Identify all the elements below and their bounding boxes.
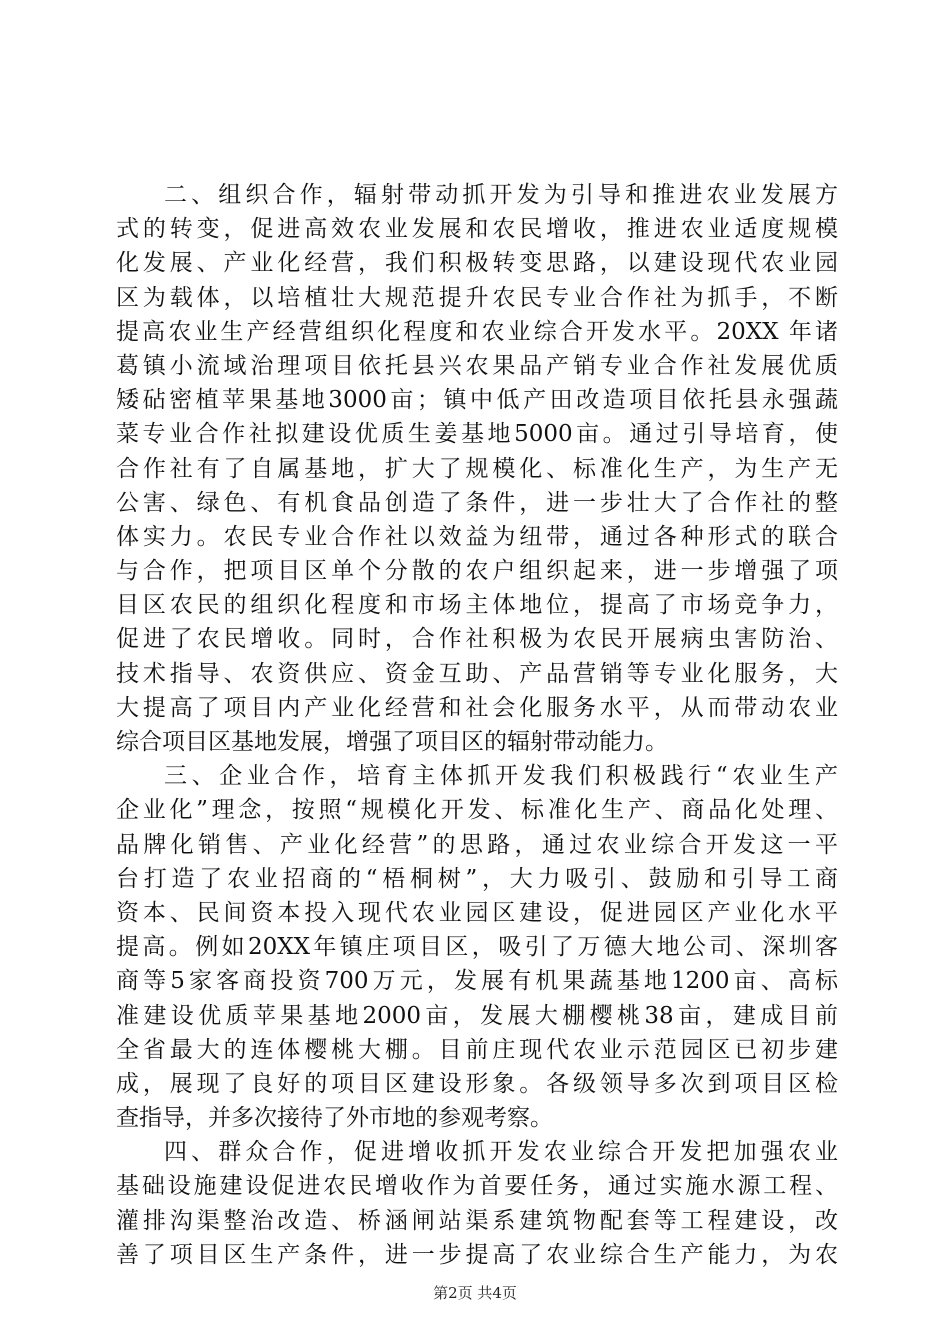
text-line: 提高。例如20XX年镇庄项目区，吸引了万德大地公司、深圳客 xyxy=(116,934,838,961)
text-line: 提高农业生产经营组织化程度和农业综合开发水平。20XX 年诸 xyxy=(116,318,838,345)
text-line: 菜专业合作社拟建设优质生姜基地5000亩。通过引导培育，使 xyxy=(116,421,838,448)
text-line: 三、企业合作，培育主体抓开发我们积极践行“农业生产 xyxy=(164,763,838,790)
text-line: 二、组织合作，辐射带动抓开发为引导和推进农业发展方 xyxy=(164,182,838,208)
text-line: 资本、民间资本投入现代农业园区建设，促进园区产业化水平 xyxy=(116,899,838,926)
text-line: 大提高了项目内产业化经营和社会化服务水平，从而带动农业 xyxy=(116,694,838,721)
text-line: 企业化”理念，按照“规模化开发、标准化生产、商品化处理、 xyxy=(116,797,838,824)
text-line: 体实力。农民专业合作社以效益为纽带，通过各种形式的联合 xyxy=(116,523,838,550)
text-line: 综合项目区基地发展，增强了项目区的辐射带动能力。 xyxy=(116,729,668,755)
text-line: 商等5家客商投资700万元，发展有机果蔬基地1200亩、高标 xyxy=(116,968,838,995)
text-line: 葛镇小流域治理项目依托县兴农果品产销专业合作社发展优质 xyxy=(116,352,838,379)
text-line: 台打造了农业招商的“梧桐树”，大力吸引、鼓励和引导工商 xyxy=(116,865,838,892)
text-line: 品牌化销售、产业化经营”的思路，通过农业综合开发这一平 xyxy=(116,831,838,858)
text-line: 全省最大的连体樱桃大棚。目前庄现代农业示范园区已初步建 xyxy=(116,1036,838,1063)
text-line: 准建设优质苹果基地2000亩，发展大棚樱桃38亩，建成目前 xyxy=(116,1002,838,1029)
text-line: 目区农民的组织化程度和市场主体地位，提高了市场竞争力， xyxy=(116,592,838,619)
text-line: 查指导，并多次接待了外市地的参观考察。 xyxy=(116,1105,553,1132)
text-line: 化发展、产业化经营，我们积极转变思路，以建设现代农业园 xyxy=(116,250,838,277)
text-line: 矮砧密植苹果基地3000亩；镇中低产田改造项目依托县永强蔬 xyxy=(116,387,838,414)
text-line: 四、群众合作，促进增收抓开发农业综合开发把加强农业 xyxy=(164,1139,838,1166)
body-text xyxy=(116,178,838,1272)
text-line: 技术指导、农资供应、资金互助、产品营销等专业化服务，大 xyxy=(116,660,838,687)
text-line: 基础设施建设促进农民增收作为首要任务，通过实施水源工程、 xyxy=(116,1173,838,1200)
text-line: 促进了农民增收。同时，合作社积极为农民开展病虫害防治、 xyxy=(116,626,838,653)
text-line: 灌排沟渠整治改造、桥涵闸站渠系建筑物配套等工程建设，改 xyxy=(116,1207,838,1234)
text-line: 善了项目区生产条件，进一步提高了农业综合生产能力，为农 xyxy=(116,1241,838,1268)
page-number: 第2页 共4页 xyxy=(433,1284,517,1302)
text-line: 合作社有了自属基地，扩大了规模化、标准化生产，为生产无 xyxy=(116,455,838,482)
text-line: 公害、绿色、有机食品创造了条件，进一步壮大了合作社的整 xyxy=(116,489,838,516)
text-line: 式的转变，促进高效农业发展和农民增收，推进农业适度规模 xyxy=(116,216,838,243)
text-line: 与合作，把项目区单个分散的农户组织起来，进一步增强了项 xyxy=(116,558,838,585)
text-line: 成，展现了良好的项目区建设形象。各级领导多次到项目区检 xyxy=(116,1070,838,1097)
text-line: 区为载体，以培植壮大规范提升农民专业合作社为抓手，不断 xyxy=(116,284,838,311)
